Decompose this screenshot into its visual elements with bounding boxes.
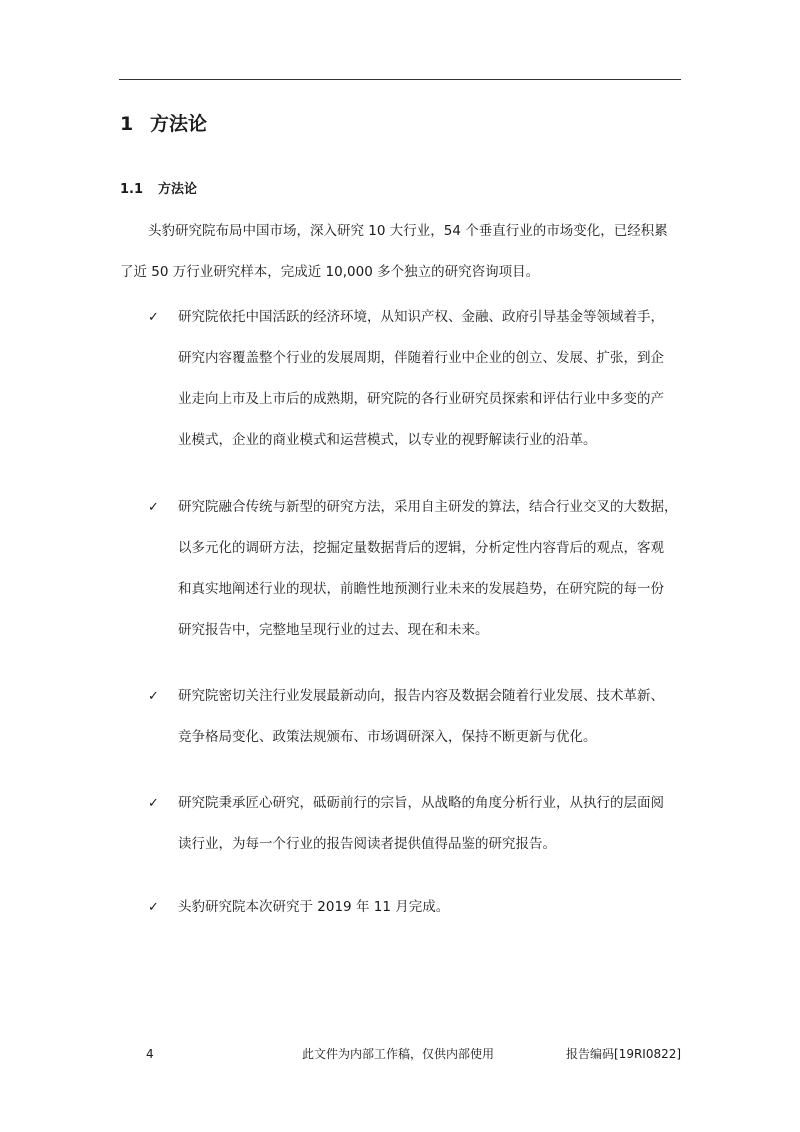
bullet-line: 研究院依托中国活跃的经济环境，从知识产权、金融、政府引导基金等领域着手，	[178, 309, 664, 325]
check-icon: ✓	[148, 689, 159, 704]
check-icon: ✓	[148, 796, 159, 811]
bullet-line: 业模式，企业的商业模式和运营模式，以专业的视野解读行业的沿革。	[178, 432, 597, 448]
bullet-line: 竞争格局变化、政策法规颁布、市场调研深入，保持不断更新与优化。	[178, 729, 597, 745]
section-number: 1	[120, 113, 134, 135]
report-code: 报告编码[19RI0822]	[566, 1047, 682, 1061]
check-icon: ✓	[148, 900, 159, 915]
bullet-line: 头豹研究院本次研究于 2019 年 11 月完成。	[178, 899, 450, 915]
subsection-number: 1.1	[120, 182, 144, 197]
page-number: 4	[146, 1047, 154, 1061]
bullet-line: 研究院密切关注行业发展最新动向，报告内容及数据会随着行业发展、技术革新、	[178, 688, 664, 704]
section-heading	[120, 110, 207, 138]
check-icon: ✓	[148, 310, 159, 325]
check-icon: ✓	[148, 500, 159, 515]
bullet-line: 研究院秉承匠心研究，砥砺前行的宗旨，从战略的角度分析行业，从执行的层面阅	[178, 795, 664, 811]
section-title: 方法论	[150, 113, 208, 135]
header-divider	[119, 79, 681, 80]
intro-paragraph-line-2: 了近 50 万行业研究样本，完成近 10,000 多个独立的研究咨询项目。	[120, 264, 540, 280]
bullet-line: 研究报告中，完整地呈现行业的过去、现在和未来。	[178, 622, 489, 638]
bullet-line: 读行业，为每一个行业的报告阅读者提供值得品鉴的研究报告。	[178, 836, 556, 852]
intro-paragraph-line-1: 头豹研究院布局中国市场，深入研究 10 大行业，54 个垂直行业的市场变化，已经积累	[148, 223, 668, 239]
bullet-line: 研究内容覆盖整个行业的发展周期，伴随着行业中企业的创立、发展、扩张，到企	[178, 350, 664, 366]
bullet-line: 业走向上市及上市后的成熟期，研究院的各行业研究员探索和评估行业中多变的产	[178, 391, 664, 407]
subsection-heading	[120, 180, 197, 200]
bullet-line: 和真实地阐述行业的现状，前瞻性地预测行业未来的发展趋势，在研究院的每一份	[178, 581, 664, 597]
footer-notice: 此文件为内部工作稿，仅供内部使用	[302, 1047, 495, 1061]
bullet-line: 以多元化的调研方法，挖掘定量数据背后的逻辑，分析定性内容背后的观点，客观	[178, 540, 664, 556]
bullet-line: 研究院融合传统与新型的研究方法，采用自主研发的算法，结合行业交叉的大数据，	[178, 499, 678, 515]
subsection-title: 方法论	[158, 182, 198, 197]
